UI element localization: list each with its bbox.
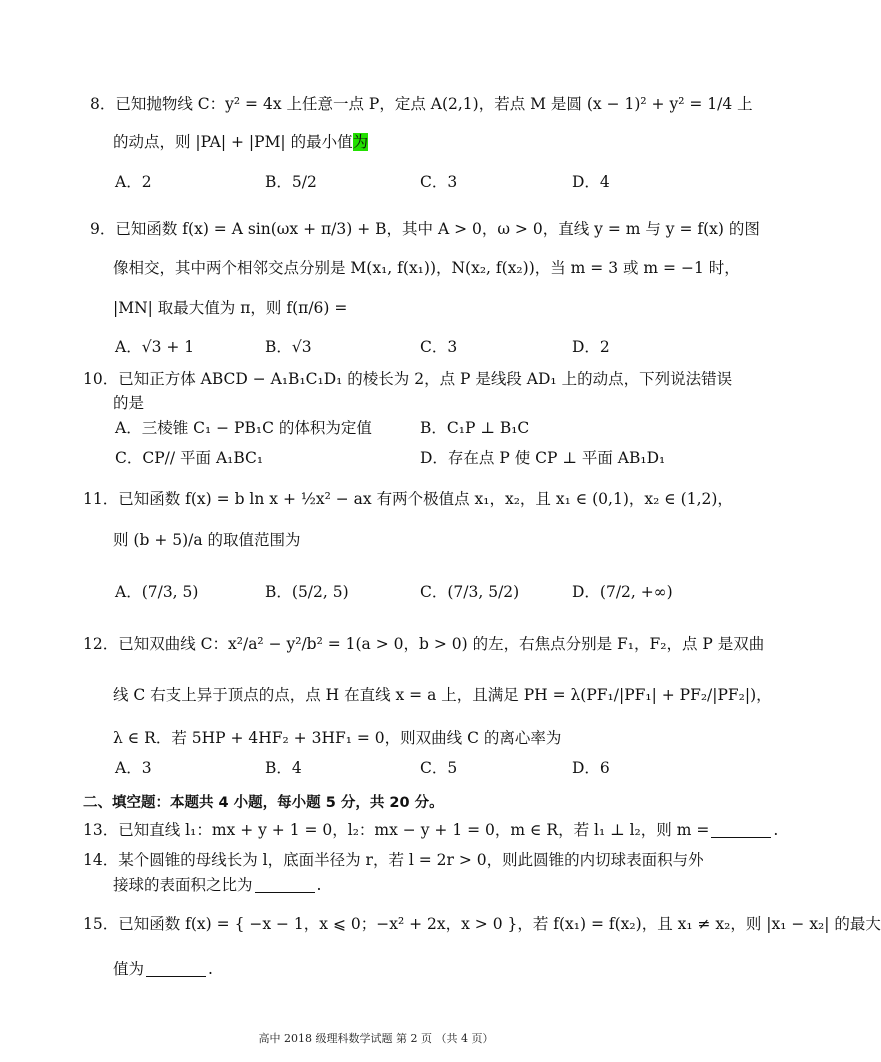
q12-line2: 线 C 右支上异于顶点的点，点 H 在直线 x = a 上，且满足 PH = λ(PF₁/|PF₁| + PF₂/|PF₂|)，	[113, 686, 772, 704]
q12-option-d: D．6	[572, 759, 610, 777]
q10-option-b: B．C₁P ⊥ B₁C	[420, 419, 530, 437]
q12-line1: 12．已知双曲线 C：x²/a² − y²/b² = 1(a > 0，b > 0) 的左，右焦点分别是 F₁，F₂，点 P 是双曲	[83, 635, 765, 653]
q9-line1: 9．已知函数 f(x) = A sin(ωx + π/3) + B，其中 A > 0，ω > 0，直线 y = m 与 y = f(x) 的图	[90, 220, 760, 238]
q8-line1: 8．已知抛物线 C：y² = 4x 上任意一点 P，定点 A(2,1)，若点 M 是圆 (x − 1)² + y² = 1/4 上	[90, 95, 753, 113]
q13-tail: .	[773, 821, 779, 839]
q8-line2	[0, 130, 865, 154]
q10-option-d: D．存在点 P 使 CP ⊥ 平面 AB₁D₁	[420, 449, 666, 467]
q15-line1: 15．已知函数 f(x) = { −x − 1，x ⩽ 0；−x² + 2x，x > 0 }，若 f(x₁) = f(x₂)，且 x₁ ≠ x₂，则 |x₁ − x₂| 的最大	[83, 915, 881, 933]
q15-line2-text: 值为	[113, 960, 145, 978]
q9-option-d: D．2	[572, 338, 610, 356]
q8-option-b: B．5/2	[265, 173, 317, 191]
q11-line1: 11．已知函数 f(x) = b ln x + ½x² − ax 有两个极值点 x₁，x₂，且 x₁ ∈ (0,1)，x₂ ∈ (1,2)，	[83, 490, 733, 508]
q9-option-c: C．3	[420, 338, 458, 356]
q9-line2: 像相交，其中两个相邻交点分别是 M(x₁, f(x₁))，N(x₂, f(x₂))，当 m = 3 或 m = −1 时，	[113, 259, 740, 277]
q14-line2-text: 接球的表面积之比为	[113, 876, 253, 894]
q12-line3: λ ∈ R．若 5HP + 4HF₂ + 3HF₁ = 0，则双曲线 C 的离心率为	[113, 729, 562, 747]
q12-option-b: B．4	[265, 759, 302, 777]
q14-line2	[0, 873, 865, 897]
q14-line1: 14．某个圆锥的母线长为 l，底面半径为 r，若 l = 2r > 0，则此圆锥的内切球表面积与外	[83, 851, 704, 869]
q10-option-a: A．三棱锥 C₁ − PB₁C 的体积为定值	[115, 419, 372, 437]
q10-line1: 10．已知正方体 ABCD − A₁B₁C₁D₁ 的棱长为 2，点 P 是线段 AD₁ 上的动点，下列说法错误	[83, 370, 733, 388]
q11-option-a: A．(7/3, 5)	[115, 583, 199, 601]
q8-option-c: C．3	[420, 173, 458, 191]
section-fill-in-title: 二、填空题：本题共 4 小题，每小题 5 分，共 20 分。	[83, 795, 444, 811]
q10-option-c: C．CP// 平面 A₁BC₁	[115, 449, 264, 467]
q15-tail: .	[208, 960, 213, 978]
q8-option-a: A．2	[115, 173, 152, 191]
q14-answer-blank[interactable]	[255, 876, 315, 893]
q8-option-d: D．4	[572, 173, 610, 191]
q12-option-c: C．5	[420, 759, 458, 777]
q10-line2: 的是	[113, 394, 145, 412]
page-footer: 高中 2018 级理科数学试题 第 2 页 （共 4 页）	[258, 1032, 494, 1045]
q15-answer-blank[interactable]	[146, 960, 206, 977]
q13-answer-blank[interactable]	[711, 821, 771, 838]
highlighted-char: 为	[352, 133, 369, 151]
q8-line2-text: 的动点，则 |PA| + |PM| 的最小值	[113, 133, 353, 151]
q11-line2: 则 (b + 5)/a 的取值范围为	[113, 531, 301, 549]
q9-option-b: B．√3	[265, 338, 312, 356]
q11-option-c: C．(7/3, 5/2)	[420, 583, 520, 601]
q11-option-b: B．(5/2, 5)	[265, 583, 349, 601]
q9-line3: |MN| 取最大值为 π，则 f(π/6) =	[113, 299, 348, 317]
q13-text: 13．已知直线 l₁：mx + y + 1 = 0，l₂：mx − y + 1 = 0，m ∈ R，若 l₁ ⊥ l₂，则 m =	[83, 821, 710, 839]
q13-line	[0, 818, 835, 842]
q9-option-a: A．√3 + 1	[115, 338, 195, 356]
q15-line2	[0, 957, 865, 981]
q14-tail: .	[316, 876, 322, 894]
q11-option-d: D．(7/2, +∞)	[572, 583, 673, 601]
q12-option-a: A．3	[115, 759, 152, 777]
